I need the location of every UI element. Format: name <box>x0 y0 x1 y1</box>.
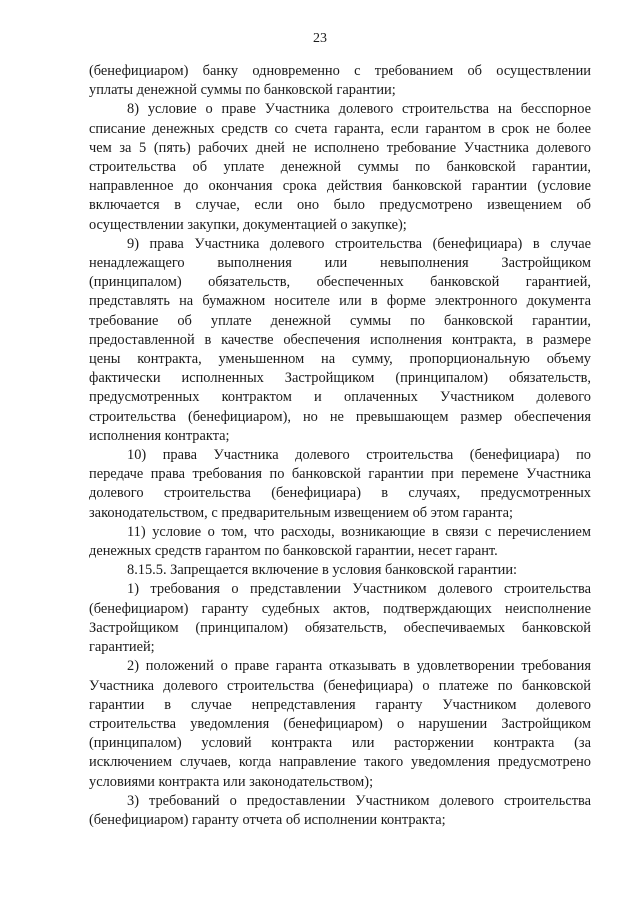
text-line: представлять на бумажном носителе или в форме электронного документа <box>89 293 591 310</box>
text-line: 10) права Участника долевого строительства (бенефициара) по <box>127 447 591 464</box>
text-line: строительства (бенефициаром), но не превышающем размер обеспечения <box>89 408 591 425</box>
text-line: денежных средств гарантом по банковской гарантии, несет гарант. <box>89 543 498 560</box>
text-line: чем за 5 (пять) рабочих дней не исполнено требование Участника долевого <box>89 139 591 156</box>
text-line: (бенефициаром) банку одновременно с требованием об осуществлении <box>89 63 591 79</box>
document-body <box>89 62 591 830</box>
paragraph <box>89 235 591 446</box>
paragraph <box>89 446 591 523</box>
page-number: 23 <box>313 31 327 46</box>
text-line: законодательством, с предварительным извещением об этом гаранта; <box>89 504 514 521</box>
text-line: 9) права Участника долевого строительства (бенефициара) в случае <box>127 235 591 252</box>
text-line: исключением случаев, когда направление такого уведомления предусмотрено <box>89 754 591 771</box>
text-line: передаче права требования по банковской гарантии при перемене Участника <box>89 466 591 483</box>
text-line: цены контракта, уменьшенном на сумму, пропорциональную объему <box>89 351 591 368</box>
text-line: ненадлежащего выполнения или невыполнения Застройщиком <box>89 255 591 272</box>
text-line: требование об уплате денежной суммы по банковской гарантии, <box>89 312 591 329</box>
text-line: долевого строительства (бенефициара) в случаях, предусмотренных <box>89 485 591 502</box>
text-line: (бенефициаром) гаранту судебных актов, подтверждающих неисполнение <box>89 600 591 617</box>
text-line: предоставленной в качестве обеспечения исполнения контракта, в размере <box>89 331 591 348</box>
text-line: 8) условие о праве Участника долевого строительства на бесспорное <box>127 101 591 118</box>
text-line: 8.15.5. Запрещается включение в условия банковской гарантии: <box>127 562 518 579</box>
text-line: 2) положений о праве гаранта отказывать в удовлетворении требования <box>127 658 591 675</box>
text-line: гарантией; <box>89 639 155 656</box>
text-line: строительства уведомления (бенефициаром) о нарушении Застройщиком <box>89 715 591 732</box>
text-line: условиями контракта или законодательством); <box>89 773 374 790</box>
text-line: Участника долевого строительства (бенефициара) о платеже по банковской <box>89 677 591 694</box>
text-line: предусмотренных контрактом и оплаченных Участником долевого <box>89 389 591 406</box>
paragraph <box>89 561 591 580</box>
text-line: исполнения контракта; <box>89 427 230 444</box>
text-line: фактически исполненных Застройщиком (принципалом) обязательств, <box>89 370 591 387</box>
text-line: (принципалом) условий контракта или расторжении контракта (за <box>89 735 591 752</box>
text-line: направленное до окончания срока действия банковской гарантии (условие <box>89 178 591 195</box>
text-line: 1) требования о представлении Участником долевого строительства <box>127 581 591 598</box>
text-line: осуществлении закупки, документацией о закупке); <box>89 216 407 233</box>
paragraph <box>89 657 591 791</box>
paragraph <box>89 523 591 561</box>
paragraph <box>89 100 591 234</box>
text-line: 3) требований о предоставлении Участником долевого строительства <box>127 792 591 809</box>
text-line: гарантии в случае непредставления гаранту Участником долевого <box>89 696 591 713</box>
text-line: Застройщиком (принципалом) обязательств, обеспечиваемых банковской <box>89 619 591 636</box>
text-line: включается в случае, если оно было предусмотрено извещением об <box>89 197 591 214</box>
text-line: списание денежных средств со счета гаранта, если гарантом в срок не более <box>89 120 591 137</box>
paragraph <box>89 62 591 100</box>
paragraph <box>89 792 591 830</box>
text-line: (принципалом) обязательств, обеспеченных банковской гарантией, <box>89 274 591 291</box>
text-line: уплаты денежной суммы по банковской гарантии; <box>89 82 396 99</box>
text-line: строительства об уплате денежной суммы по банковской гарантии, <box>89 159 591 176</box>
paragraph <box>89 580 591 657</box>
text-line: (бенефициаром) гаранту отчета об исполнении контракта; <box>89 811 446 828</box>
text-line: 11) условие о том, что расходы, возникающие в связи с перечислением <box>127 523 591 540</box>
